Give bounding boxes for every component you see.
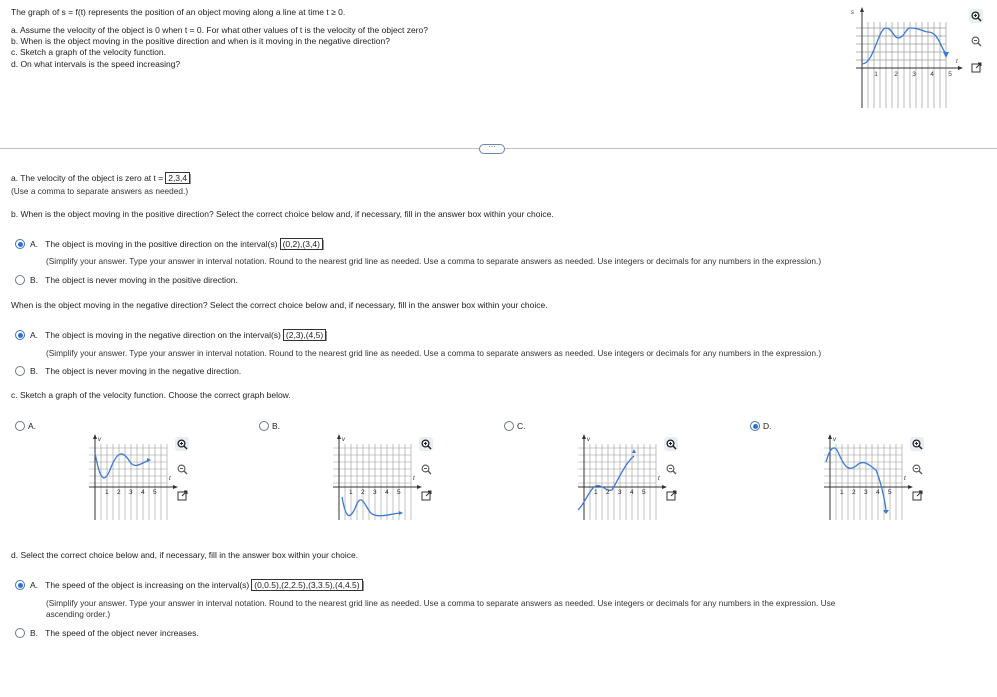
zoom-in-icon[interactable] xyxy=(910,437,924,451)
velocity-graph-tick: 1 xyxy=(840,489,844,496)
position-graph xyxy=(848,6,966,112)
speed-interval-box[interactable]: (0,0.5),(2,2.5),(3,3.5),(4,4.5) xyxy=(251,579,362,591)
part-c-prompt: c. Sketch a graph of the velocity function. Choose the correct graph below. xyxy=(11,390,291,400)
velocity-graph-tick: 2 xyxy=(852,489,856,496)
zoom-in-icon[interactable] xyxy=(175,437,189,451)
negative-choice-a: A. The object is moving in the negative direction on the interval(s) (2,3),(4,5) xyxy=(30,329,331,341)
speed-choice-a: A. The speed of the object is increasing on the interval(s) (0,0.5),(2,2.5),(3,3.5),(4,4.5) xyxy=(30,579,368,591)
speed-choice-a-hint-2: ascending order.) xyxy=(46,609,111,619)
part-b-prompt: b. When is the object moving in the positive direction? Select the correct choice below and, if necessary, fill in the answer box within your choice. xyxy=(11,209,554,219)
velocity-graph-tick: 5 xyxy=(397,489,401,496)
velocity-graph-tick: 3 xyxy=(864,489,868,496)
velocity-graph-tick: 4 xyxy=(141,489,145,496)
graph-choice-c-radio[interactable] xyxy=(504,421,514,431)
velocity-graph-tick: 4 xyxy=(630,489,634,496)
open-external-icon[interactable] xyxy=(175,488,189,502)
positive-choice-a: A. The object is moving in the positive direction on the interval(s) (0,2),(3,4) xyxy=(30,238,328,250)
velocity-graph-tick: 3 xyxy=(618,489,622,496)
velocity-graph-x-label: t xyxy=(169,476,171,482)
negative-prompt: When is the object moving in the negative direction? Select the correct choice below and, if necessary, fill in the answer box within your choice. xyxy=(11,300,548,310)
open-external-icon[interactable] xyxy=(664,488,678,502)
negative-choice-b-radio[interactable] xyxy=(15,366,25,376)
negative-choice-b: B. The object is never moving in the negative direction. xyxy=(30,366,242,376)
question-part-a: a. Assume the velocity of the object is 0 when t = 0. For what other values of t is the velocity of the object zero? xyxy=(11,25,428,35)
speed-choice-a-hint-1: (Simplify your answer. Type your answer in interval notation. Round to the nearest grid line as needed. Use a comma to separate answers as needed. Use integers or decimals for any numbers in the expression. Use xyxy=(46,598,836,608)
zoom-out-icon[interactable] xyxy=(969,34,983,48)
answer-a-line: a. The velocity of the object is zero at t = 2,3,4 xyxy=(11,172,195,184)
zoom-in-icon[interactable] xyxy=(419,437,433,451)
negative-choice-a-radio[interactable] xyxy=(15,330,25,340)
open-external-icon[interactable] xyxy=(419,488,433,502)
zoom-out-icon[interactable] xyxy=(910,462,924,476)
question-intro: The graph of s = f(t) represents the position of an object moving along a line at time t ≥ 0. xyxy=(11,7,346,17)
zoom-in-icon[interactable] xyxy=(664,437,678,451)
velocity-graph-x-label: t xyxy=(658,476,660,482)
velocity-graph-y-label: v xyxy=(342,437,345,443)
graph-choice-d-label: D. xyxy=(763,421,772,431)
velocity-graph-tick: 4 xyxy=(385,489,389,496)
positive-interval-box[interactable]: (0,2),(3,4) xyxy=(280,238,323,250)
position-graph-x-label: t xyxy=(956,59,958,65)
question-part-b: b. When is the object moving in the positive direction and when is it moving in the negative direction? xyxy=(11,36,390,46)
velocity-graph-y-label: v xyxy=(98,437,101,443)
zoom-out-icon[interactable] xyxy=(175,462,189,476)
positive-choice-a-radio[interactable] xyxy=(15,239,25,249)
speed-choice-a-radio[interactable] xyxy=(15,580,25,590)
velocity-graph-tick: 5 xyxy=(642,489,646,496)
graph-choice-b-radio[interactable] xyxy=(259,421,269,431)
open-external-icon[interactable] xyxy=(910,488,924,502)
velocity-graph-tick: 2 xyxy=(117,489,121,496)
graph-choice-c-label: C. xyxy=(517,421,526,431)
graph-choice-d-radio[interactable] xyxy=(750,421,760,431)
svg-text:2: 2 xyxy=(894,71,898,78)
velocity-graph-tick: 1 xyxy=(105,489,109,496)
zoom-out-icon[interactable] xyxy=(419,462,433,476)
svg-text:5: 5 xyxy=(948,71,952,78)
open-external-icon[interactable] xyxy=(969,60,983,74)
svg-text:3: 3 xyxy=(912,71,916,78)
speed-choice-b-radio[interactable] xyxy=(15,628,25,638)
position-graph-y-label: s xyxy=(851,10,854,16)
velocity-graph-tick: 3 xyxy=(129,489,133,496)
positive-choice-a-hint: (Simplify your answer. Type your answer in interval notation. Round to the nearest grid line as needed. Use a comma to separate answers as needed. Use integers or decimals for any numbers in the expression.) xyxy=(46,256,822,266)
velocity-graph-tick: 4 xyxy=(876,489,880,496)
velocity-graph-tick: 3 xyxy=(373,489,377,496)
velocity-graph-tick: 2 xyxy=(361,489,365,496)
part-d-prompt: d. Select the correct choice below and, if necessary, fill in the answer box within your choice. xyxy=(11,550,359,560)
question-part-c: c. Sketch a graph of the velocity function. xyxy=(11,47,166,57)
velocity-graph-x-label: t xyxy=(904,476,906,482)
zoom-in-icon[interactable] xyxy=(969,9,983,23)
zoom-out-icon[interactable] xyxy=(664,462,678,476)
velocity-graph-tick: 5 xyxy=(153,489,157,496)
svg-text:4: 4 xyxy=(930,71,934,78)
graph-choice-a-label: A. xyxy=(28,421,37,431)
answer-a-box[interactable]: 2,3,4 xyxy=(165,172,190,184)
velocity-graph-tick: 5 xyxy=(888,489,892,496)
velocity-graph-y-label: v xyxy=(587,437,590,443)
velocity-graph-tick: 1 xyxy=(349,489,353,496)
velocity-graph-tick: 2 xyxy=(606,489,610,496)
positive-choice-b-radio[interactable] xyxy=(15,275,25,285)
negative-interval-box[interactable]: (2,3),(4,5) xyxy=(283,329,326,341)
more-options-button[interactable]: ⋯ xyxy=(479,144,505,154)
graph-choice-a-radio[interactable] xyxy=(15,421,25,431)
velocity-graph-x-label: t xyxy=(413,476,415,482)
positive-choice-b: B. The object is never moving in the positive direction. xyxy=(30,275,238,285)
speed-choice-b: B. The speed of the object never increases. xyxy=(30,628,199,638)
graph-choice-b-label: B. xyxy=(272,421,281,431)
svg-text:1: 1 xyxy=(874,71,878,78)
answer-a-hint: (Use a comma to separate answers as needed.) xyxy=(11,186,189,196)
velocity-graph-y-label: v xyxy=(833,437,836,443)
negative-choice-a-hint: (Simplify your answer. Type your answer in interval notation. Round to the nearest grid line as needed. Use a comma to separate answers as needed. Use integers or decimals for any numbers in the expression.) xyxy=(46,348,822,358)
question-part-d: d. On what intervals is the speed increasing? xyxy=(11,59,181,69)
velocity-graph-tick: 1 xyxy=(594,489,598,496)
